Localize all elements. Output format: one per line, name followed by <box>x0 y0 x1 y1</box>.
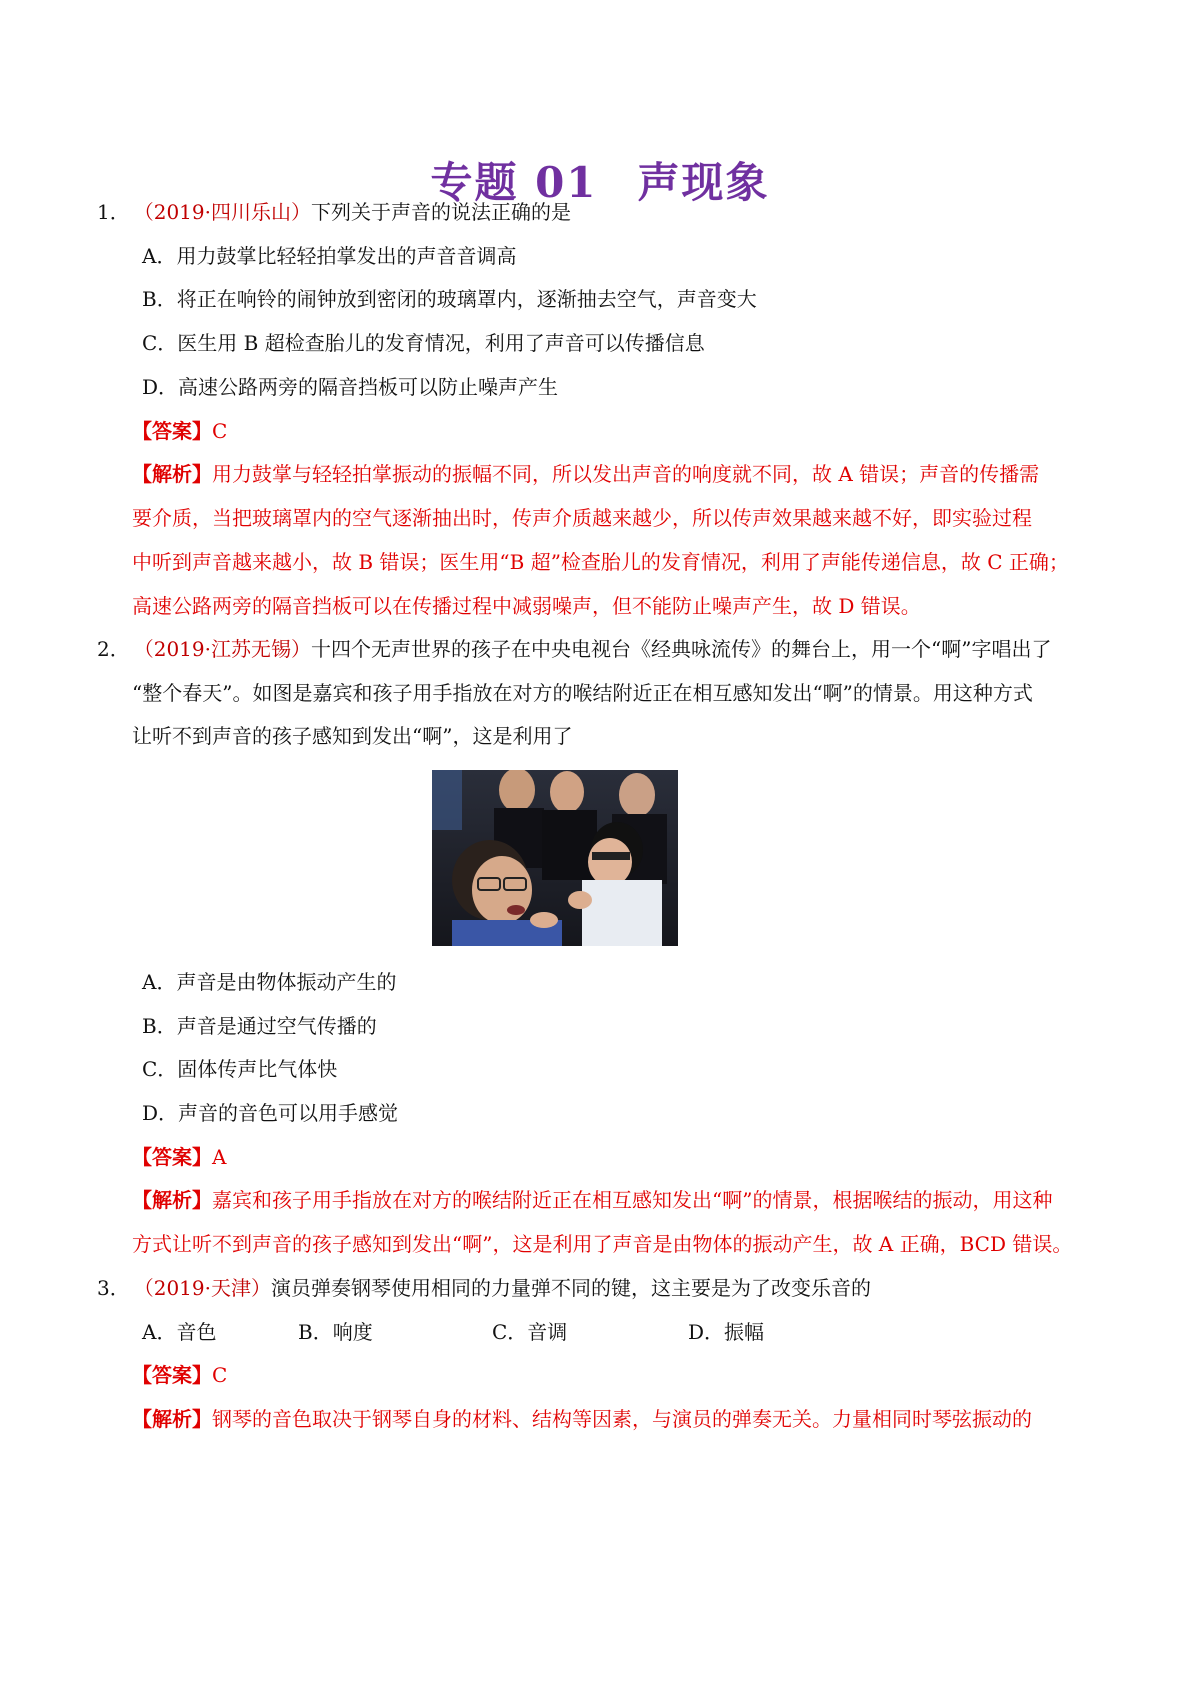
question-2-stem-line-2: “整个春天”。如图是嘉宾和孩子用手指放在对方的喉结附近正在相互感知发出“啊”的情景。用这种方式 <box>132 681 1033 705</box>
question-number: 3． <box>97 1276 130 1300</box>
q2-option-a: A．声音是由物体振动产生的 <box>142 970 397 994</box>
explanation-tag: 【解析】 <box>132 462 212 486</box>
answer-value: A <box>212 1145 227 1169</box>
title-main: 专题 01 <box>430 158 598 207</box>
q1-explanation-line-3: 中听到声音越来越小，故 B 错误；医生用“B 超”检查胎儿的发育情况，利用了声能传递信息，故 C 正确； <box>132 550 1069 574</box>
q3-answer <box>132 1361 227 1389</box>
question-text: 下列关于声音的说法正确的是 <box>311 200 571 224</box>
q3-explanation-line-1 <box>132 1405 1032 1433</box>
question-number: 1． <box>97 200 130 224</box>
question-number: 2． <box>97 637 130 661</box>
q3-option-d: D．振幅 <box>688 1320 765 1344</box>
answer-value: C <box>212 419 228 443</box>
question-1-stem <box>97 198 571 226</box>
question-source: （2019·四川乐山） <box>143 200 311 224</box>
q2-answer <box>132 1143 226 1171</box>
question-text: 演员弹奏钢琴使用相同的力量弹不同的键，这主要是为了改变乐音的 <box>271 1276 871 1300</box>
explanation-text: 钢琴的音色取决于钢琴自身的材料、结构等因素，与演员的弹奏无关。力量相同时琴弦振动的 <box>212 1407 1032 1431</box>
q2-explanation-line-1 <box>132 1186 1052 1214</box>
q1-answer <box>132 417 227 445</box>
q2-explanation-line-2: 方式让听不到声音的孩子感知到发出“啊”，这是利用了声音是由物体的振动产生，故 A 正确，BCD 错误。 <box>132 1232 1073 1256</box>
explanation-tag: 【解析】 <box>132 1188 212 1212</box>
q1-explanation-line-4: 高速公路两旁的隔音挡板可以在传播过程中减弱噪声，但不能防止噪声产生，故 D 错误。 <box>132 594 921 618</box>
explanation-text: 用力鼓掌与轻轻拍掌振动的振幅不同，所以发出声音的响度就不同，故 A 错误；声音的传播需 <box>212 462 1040 486</box>
title-sub: 声现象 <box>637 158 770 207</box>
q3-option-a: A．音色 <box>142 1320 217 1344</box>
q2-option-b: B．声音是通过空气传播的 <box>142 1014 377 1038</box>
answer-tag: 【答案】 <box>132 419 212 443</box>
q2-option-d: D．声音的音色可以用手感觉 <box>142 1101 399 1125</box>
question-2-stem <box>97 635 1051 663</box>
question-source: （2019·天津） <box>143 1276 271 1300</box>
question-2-photo <box>432 770 678 946</box>
answer-tag: 【答案】 <box>132 1363 212 1387</box>
question-2-stem-line-3: 让听不到声音的孩子感知到发出“啊”，这是利用了 <box>132 724 573 748</box>
answer-value: C <box>212 1363 228 1387</box>
q1-option-c: C．医生用 B 超检查胎儿的发育情况，利用了声音可以传播信息 <box>142 331 705 355</box>
answer-tag: 【答案】 <box>132 1145 212 1169</box>
q1-option-b: B．将正在响铃的闹钟放到密闭的玻璃罩内，逐渐抽去空气，声音变大 <box>142 287 757 311</box>
q1-option-d: D．高速公路两旁的隔音挡板可以防止噪声产生 <box>142 375 559 399</box>
q3-option-c: C．音调 <box>492 1320 568 1344</box>
question-3-stem <box>97 1274 871 1302</box>
q1-explanation-line-1 <box>132 460 1039 488</box>
question-source: （2019·江苏无锡） <box>143 637 311 661</box>
explanation-text: 嘉宾和孩子用手指放在对方的喉结附近正在相互感知发出“啊”的情景，根据喉结的振动，用这种 <box>212 1188 1053 1212</box>
q2-option-c: C．固体传声比气体快 <box>142 1057 338 1081</box>
explanation-tag: 【解析】 <box>132 1407 212 1431</box>
question-text: 十四个无声世界的孩子在中央电视台《经典咏流传》的舞台上，用一个“啊”字唱出了 <box>311 637 1052 661</box>
q1-explanation-line-2: 要介质，当把玻璃罩内的空气逐渐抽出时，传声介质越来越少，所以传声效果越来越不好，即实验过程 <box>132 506 1032 530</box>
q3-option-b: B．响度 <box>298 1320 373 1344</box>
q1-option-a: A．用力鼓掌比轻轻拍掌发出的声音音调高 <box>142 244 517 268</box>
